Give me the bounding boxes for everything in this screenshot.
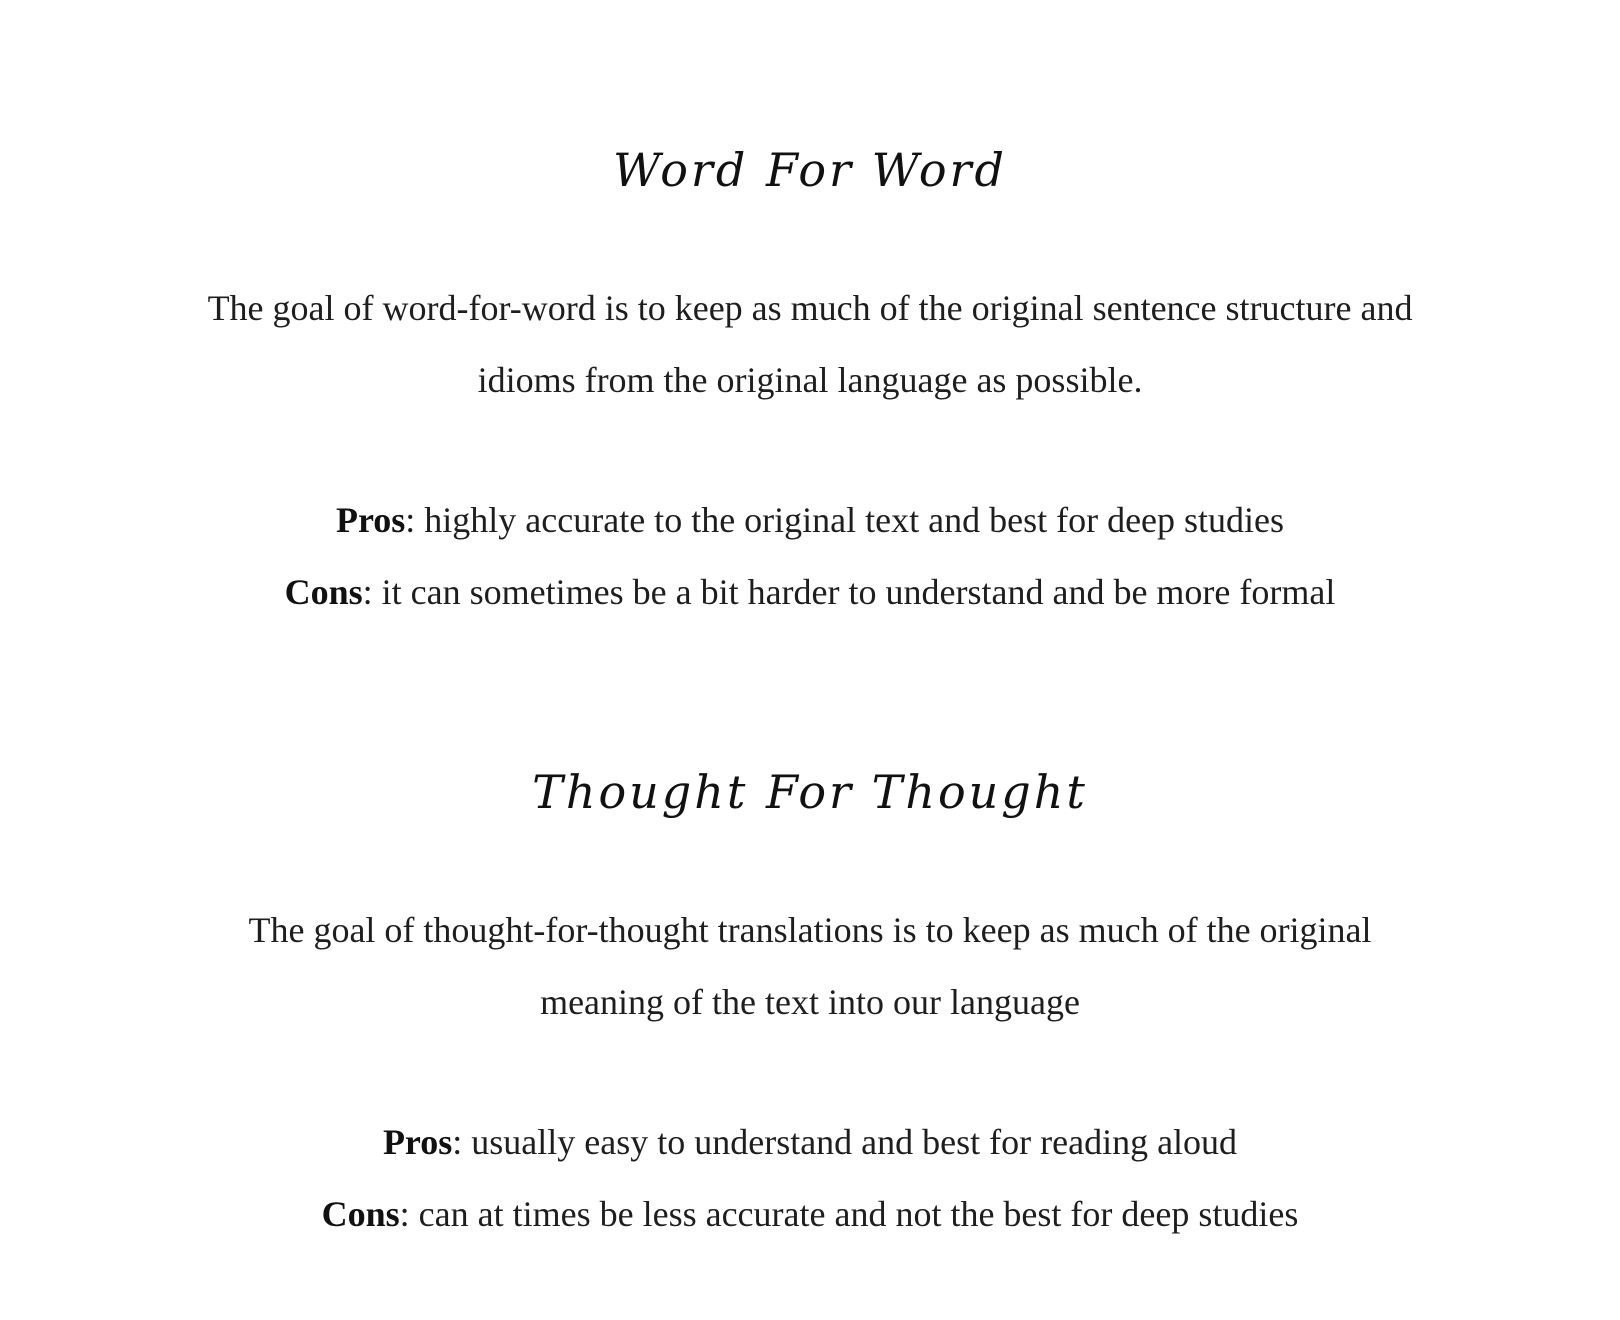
cons-line [160,556,1460,628]
cons-text: : can at times be less accurate and not the best for deep studies [399,1194,1299,1234]
cons-line [160,1178,1460,1250]
cons-text: : it can sometimes be a bit harder to understand and be more formal [362,572,1336,612]
section-heading: Word For Word [613,143,1007,197]
word-for-word-section [0,130,1620,628]
pros-label: Pros [382,1122,453,1162]
pros-label: Pros [335,500,406,540]
thought-for-thought-section [0,752,1620,1250]
pros-line [160,1106,1460,1178]
pros-cons [160,484,1460,628]
section-description: The goal of thought-for-thought translations is to keep as much of the original meaning of the text into our language [248,910,1372,1022]
section-heading: Thought For Thought [532,765,1088,819]
pros-text: : usually easy to understand and best for reading aloud [452,1122,1238,1162]
cons-label: Cons [284,572,363,612]
cons-label: Cons [321,1194,400,1234]
pros-cons [160,1106,1460,1250]
pros-text: : highly accurate to the original text and best for deep studies [405,500,1285,540]
section-description: The goal of word-for-word is to keep as much of the original sentence structure and idioms from the original language as possible. [207,288,1413,400]
pros-line [160,484,1460,556]
